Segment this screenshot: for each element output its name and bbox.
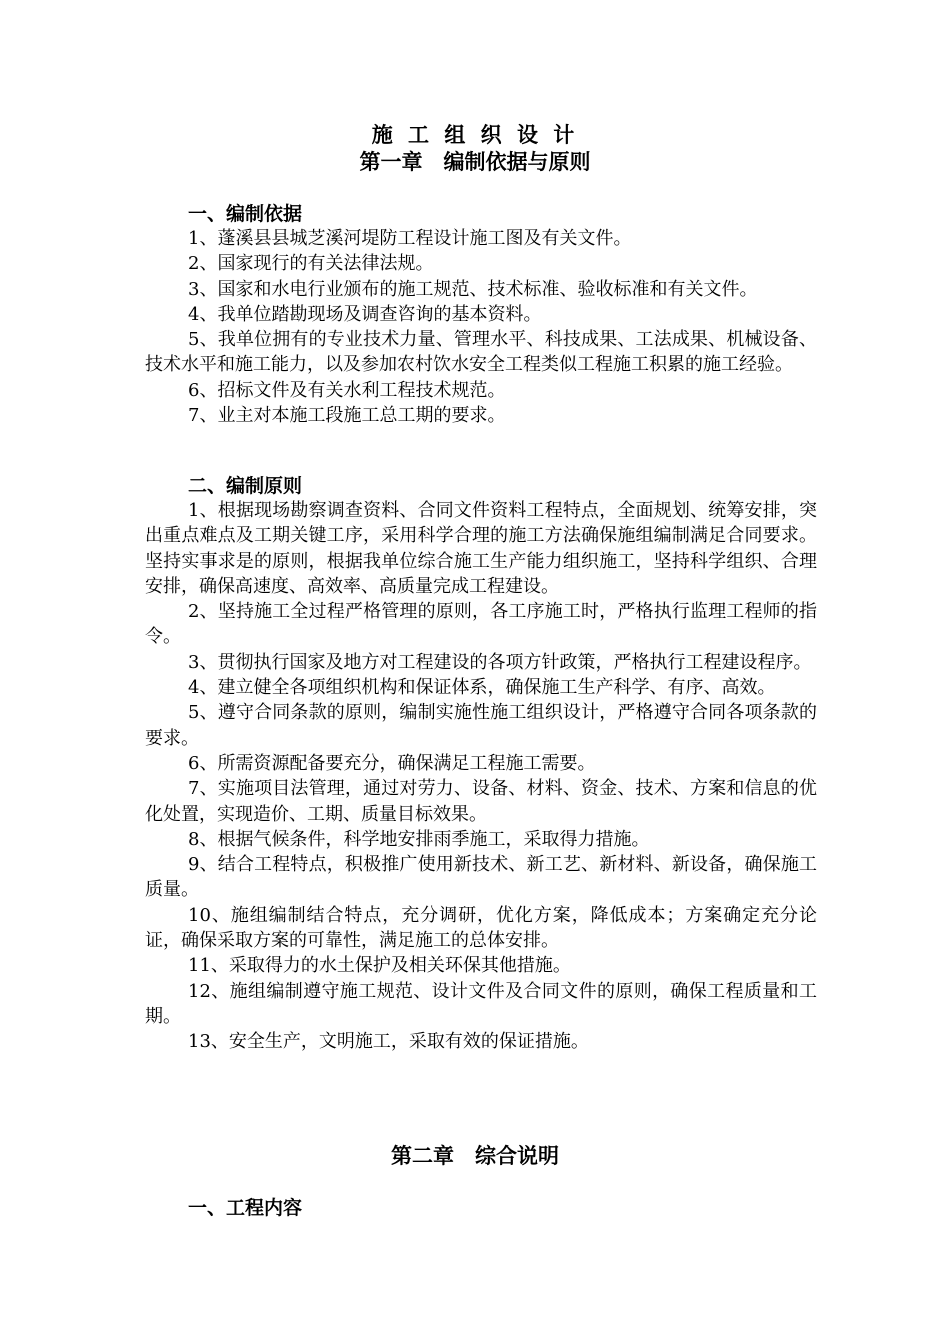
chapter-2-title: 第二章 综合说明 [391, 1143, 559, 1168]
principles-list [145, 498, 817, 1055]
principle-item-3: 3、贯彻执行国家及地方对工程建设的各项方针政策，严格执行工程建设程序。 [188, 651, 812, 673]
section-heading-basis: 一、编制依据 [188, 203, 303, 225]
principle-item-11: 11、采取得力的水土保护及相关环保其他措施。 [188, 955, 571, 977]
principle-item-9: 9、结合工程特点，积极推广使用新技术、新工艺、新材料、新设备，确保施工质量。 [145, 854, 817, 901]
basis-item-4: 4、我单位踏勘现场及调查咨询的基本资料。 [188, 303, 542, 325]
basis-item-7: 7、业主对本施工段施工总工期的要求。 [188, 405, 506, 427]
section-heading-project-content: 一、工程内容 [188, 1197, 303, 1219]
chapter-1-title: 第一章 编制依据与原则 [359, 149, 591, 174]
principle-item-2: 2、坚持施工全过程严格管理的原则，各工序施工时，严格执行监理工程师的指令。 [145, 601, 817, 648]
document-title: 施 工 组 织 设 计 [371, 122, 579, 147]
principle-item-8: 8、根据气候条件，科学地安排雨季施工，采取得力措施。 [188, 828, 650, 850]
principle-item-5: 5、遵守合同条款的原则，编制实施性施工组织设计，严格遵守合同各项条款的要求。 [145, 702, 817, 749]
basis-item-1: 1、蓬溪县县城芝溪河堤防工程设计施工图及有关文件。 [188, 228, 632, 249]
principle-item-10: 10、施组编制结合特点，充分调研，优化方案，降低成本；方案确定充分论证，确保采取方案的可靠性，满足施工的总体安排。 [145, 904, 817, 952]
principle-item-13: 13、安全生产，文明施工，采取有效的保证措施。 [188, 1031, 589, 1053]
principle-item-7: 7、实施项目法管理，通过对劳力、设备、材料、资金、技术、方案和信息的优化处置，实现造价、工期、质量目标效果。 [145, 778, 817, 825]
principle-item-4: 4、建立健全各项组织机构和保证体系，确保施工生产科学、有序、高效。 [188, 677, 776, 699]
basis-item-2: 2、国家现行的有关法律法规。 [188, 253, 434, 275]
basis-list [145, 226, 817, 428]
principle-item-1: 1、根据现场勘察调查资料、合同文件资料工程特点，全面规划、统筹安排，突出重点难点及工期关键工序，采用科学合理的施工方法确保施组编制满足合同要求。坚持实事求是的原则，根据我单位综合施工生产能力组织施工，坚持科学组织、合理安排，确保高速度、高效率、高质量完成工程建设。 [145, 500, 817, 597]
basis-item-3: 3、国家和水电行业颁布的施工规范、技术标准、验收标准和有关文件。 [188, 278, 758, 300]
principle-item-6: 6、所需资源配备要充分，确保满足工程施工需要。 [188, 752, 596, 774]
basis-item-6: 6、招标文件及有关水利工程技术规范。 [188, 379, 506, 401]
basis-item-5: 5、我单位拥有的专业技术力量、管理水平、科技成果、工法成果、机械设备、技术水平和施工能力，以及参加农村饮水安全工程类似工程施工积累的施工经验。 [145, 329, 817, 376]
principle-item-12: 12、施组编制遵守施工规范、设计文件及合同文件的原则，确保工程质量和工期。 [145, 980, 817, 1027]
section-heading-principles: 二、编制原则 [188, 475, 303, 497]
